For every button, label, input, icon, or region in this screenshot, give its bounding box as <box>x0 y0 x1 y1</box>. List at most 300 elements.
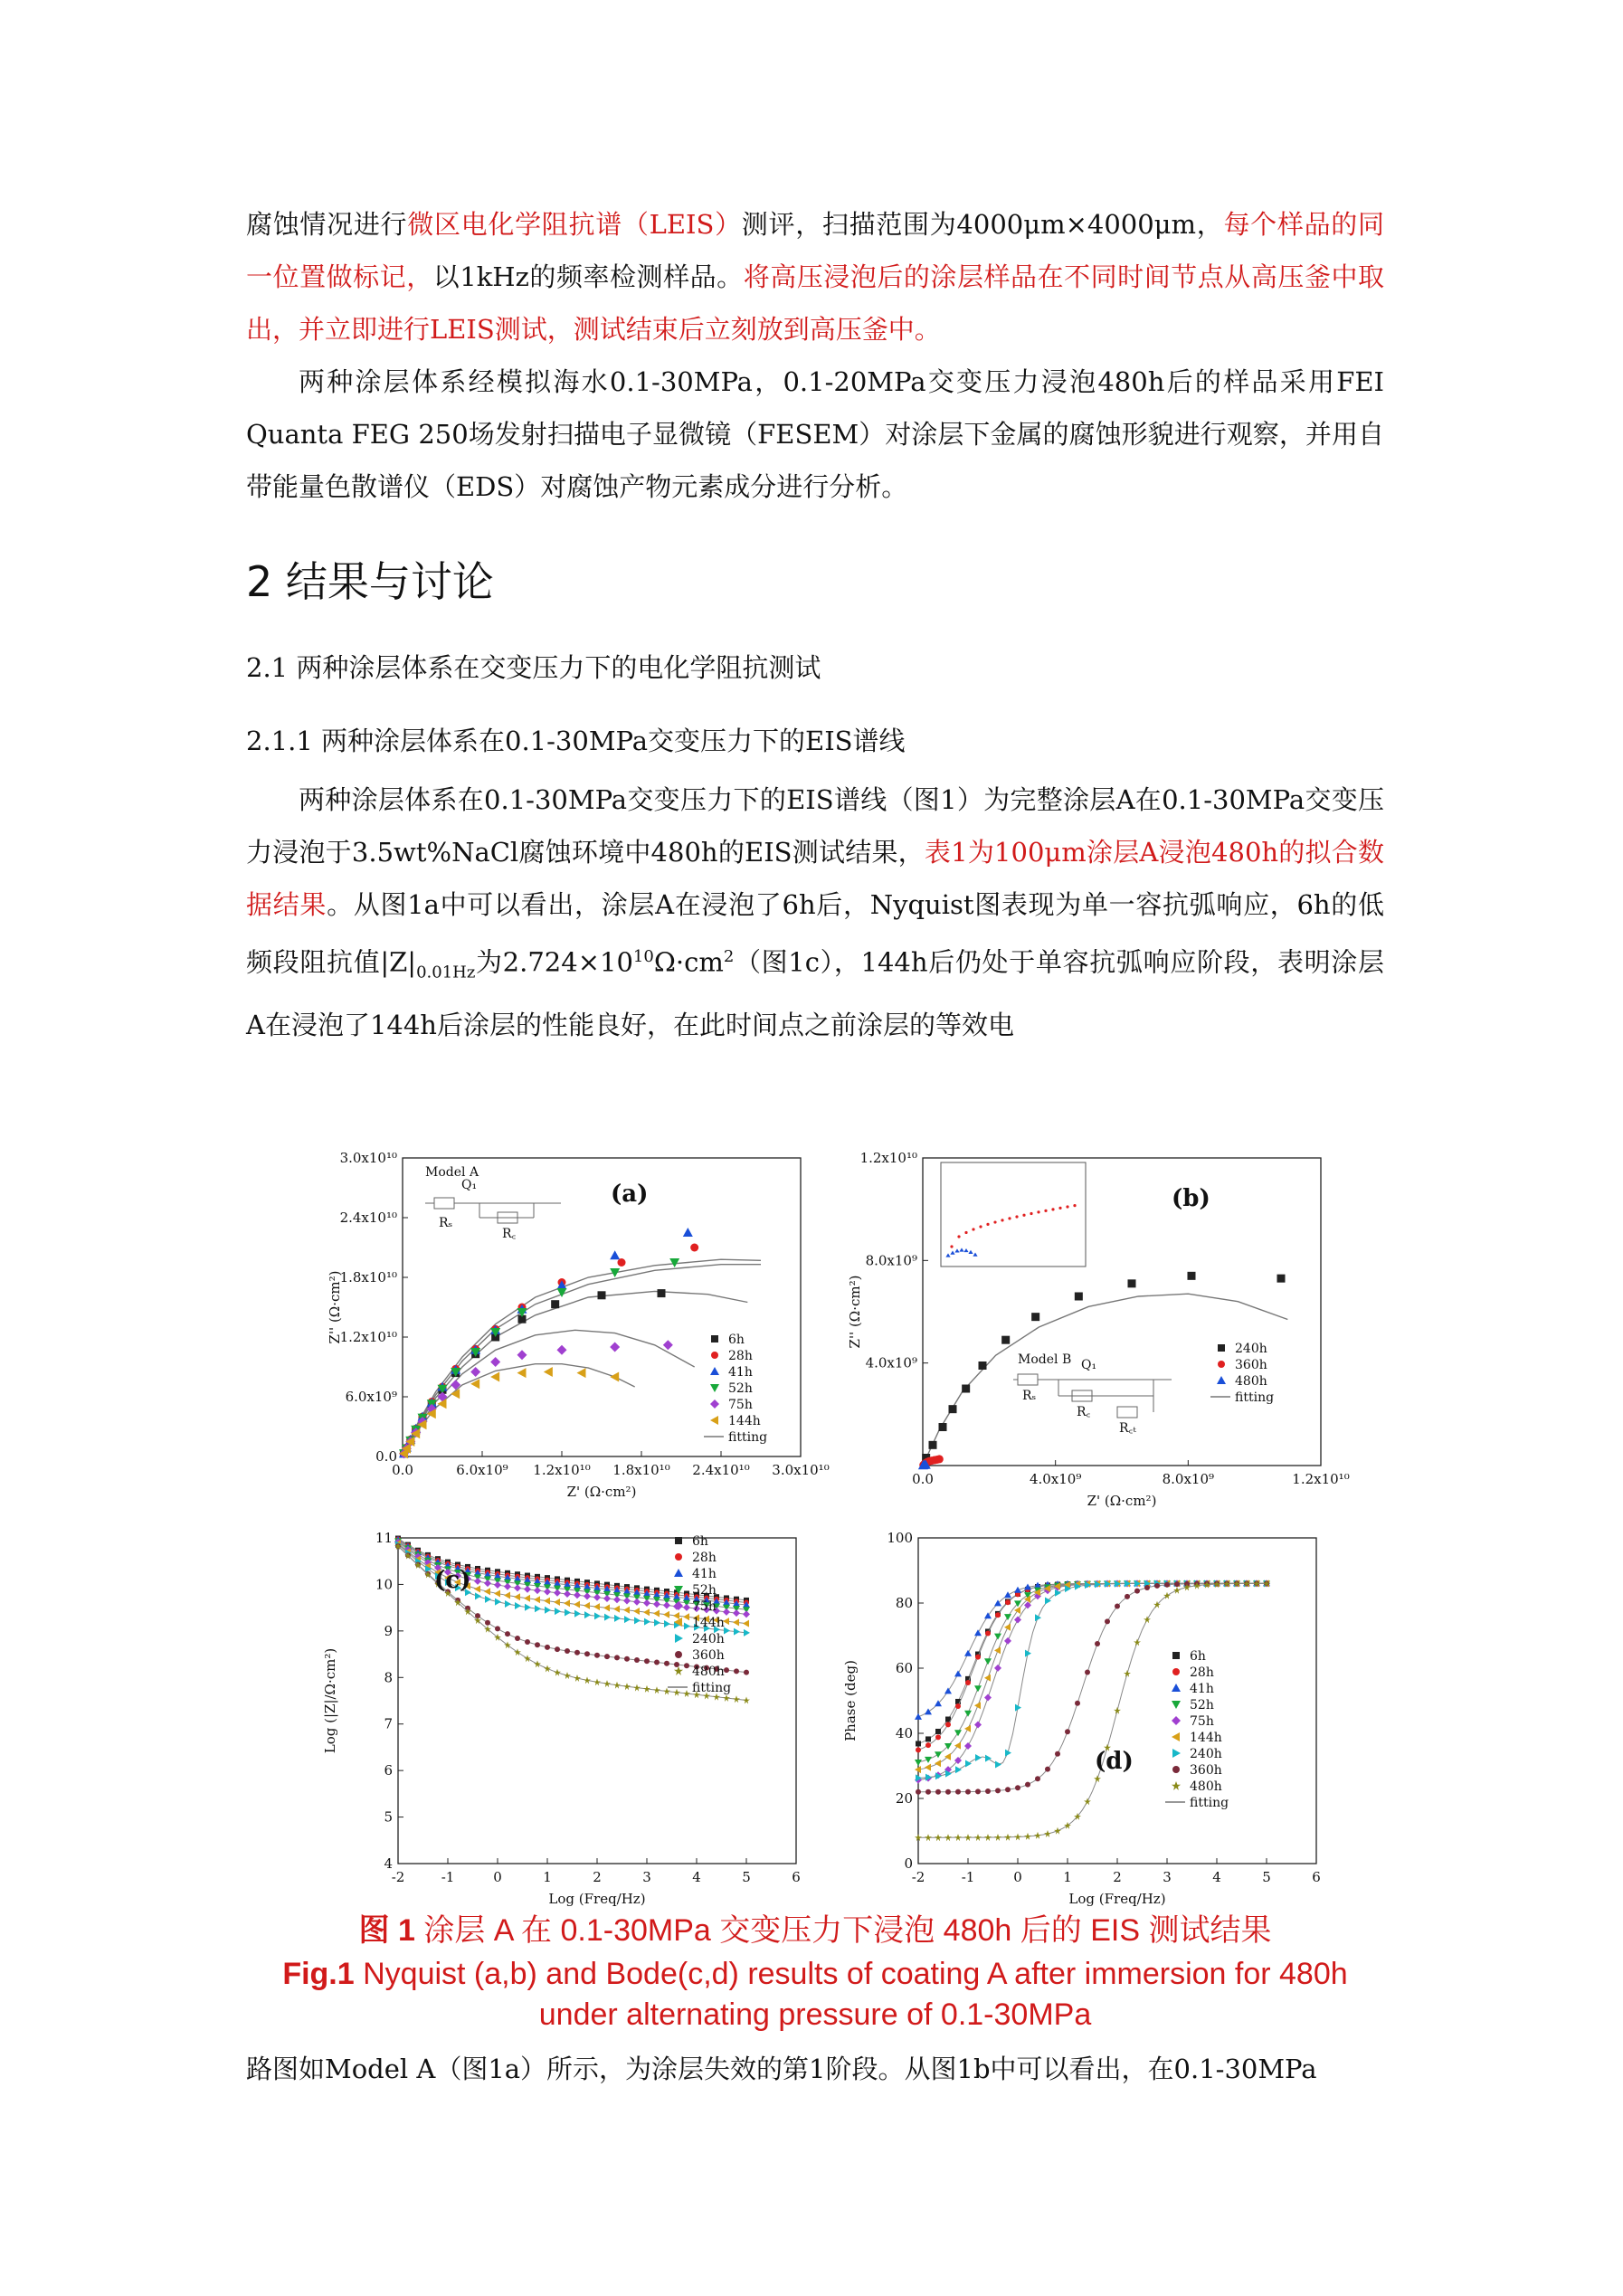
panel-tag: (b) <box>1172 1185 1210 1212</box>
legend-label: 480h <box>1190 1779 1222 1794</box>
data-point-360h <box>505 1631 510 1637</box>
legend-label: fitting <box>728 1430 768 1445</box>
circuit-resistor <box>1018 1374 1038 1385</box>
data-point-75h <box>653 1600 660 1608</box>
data-point-75h <box>534 1587 541 1594</box>
x-tick-label: 2 <box>1113 1869 1122 1885</box>
legend-marker <box>1172 1668 1180 1675</box>
data-point-41h <box>964 1650 972 1656</box>
y-tick-label: 3.0x10¹⁰ <box>339 1150 397 1166</box>
legend-label: 75h <box>728 1398 753 1412</box>
x-tick-label: 1 <box>1063 1869 1072 1885</box>
data-point-52h <box>964 1711 972 1717</box>
legend-label: 240h <box>1235 1342 1267 1356</box>
y-tick-label: 10 <box>375 1576 393 1593</box>
fit-line <box>403 1259 761 1456</box>
legend-label: 28h <box>692 1551 717 1565</box>
data-point-360h <box>965 1789 971 1795</box>
panel-tag: (d) <box>1095 1748 1134 1775</box>
y-tick-label: 60 <box>895 1660 913 1676</box>
paragraph-3: 两种涂层体系在0.1-30MPa交变压力下的EIS谱线（图1）为完整涂层A在0.1-30MPa交变压力浸泡于3.5wt%NaCl腐蚀环境中480h的EIS测试结果，表1为100μm涂层A浸泡480h的拟合数据结果。从图1a中可以看出，涂层A在浸泡了6h后，Nyquist图表现为单一容抗弧响应，6h的低频段阻抗值$|Z|_{0.01Hz}$为$2.724\times 10^{10}\Omega\cdot cm^2$（图1c），144h后仍处于单容抗弧响应阶段，表明涂层A在浸泡了144h后涂层的性能良好，在此时间点之前涂层的等效电 <box>246 784 1384 1041</box>
data-point-240h <box>1035 1614 1041 1621</box>
legend-label: 6h <box>692 1534 708 1549</box>
data-point-75h <box>613 1596 621 1603</box>
data-point-75h <box>663 1601 670 1608</box>
y-tick-label: 6.0x10⁹ <box>345 1389 397 1405</box>
data-point-240h <box>1188 1272 1196 1280</box>
legend-marker <box>1172 1701 1181 1709</box>
data-point-75h <box>1004 1637 1011 1645</box>
bode-modulus-chart-c <box>322 1529 841 1909</box>
data-point-360h <box>1075 1701 1080 1706</box>
legend-label: 52h <box>692 1583 717 1598</box>
data-point-75h <box>964 1742 972 1750</box>
data-point-75h <box>557 1345 567 1355</box>
data-point-360h <box>935 1455 944 1463</box>
x-tick-label: 1.8x10¹⁰ <box>612 1462 670 1478</box>
data-point-75h <box>517 1350 527 1360</box>
data-point-240h <box>955 1766 962 1773</box>
data-point-360h <box>925 1789 931 1795</box>
data-point-41h <box>974 1629 982 1636</box>
data-point-6h <box>658 1289 666 1297</box>
x-tick-label: 3 <box>642 1869 651 1885</box>
data-point-52h <box>915 1760 922 1766</box>
fit-line <box>918 1583 1267 1716</box>
data-point-144h <box>577 1368 586 1378</box>
data-point-144h <box>1014 1607 1020 1614</box>
nyquist-chart-b <box>841 1149 1366 1511</box>
legend-label: 144h <box>692 1616 725 1630</box>
legend-label: 480h <box>692 1665 725 1679</box>
data-point-360h <box>1134 1589 1140 1594</box>
data-point-6h <box>935 1729 941 1734</box>
data-point-75h <box>633 1599 641 1606</box>
data-point-144h <box>733 1618 739 1626</box>
data-point-75h <box>643 1599 650 1607</box>
data-point-240h <box>949 1405 957 1413</box>
data-point-360h <box>594 1653 600 1658</box>
data-point-360h <box>1164 1582 1170 1588</box>
data-point-28h <box>935 1734 941 1740</box>
y-tick-label: 4.0x10⁹ <box>865 1354 917 1371</box>
bode-phase-chart-d <box>842 1529 1362 1909</box>
data-point-240h <box>939 1423 947 1431</box>
data-point-75h <box>603 1595 611 1602</box>
data-point-240h <box>1001 1336 1010 1344</box>
data-point-144h <box>683 1613 689 1620</box>
legend-label: 144h <box>728 1414 761 1428</box>
data-point-360h <box>1125 1594 1130 1599</box>
paragraph-2: 两种涂层体系经模拟海水0.1-30MPa，0.1-20MPa交变压力浸泡480h后的样品采用FEI Quanta FEG 250场发射扫描电子显微镜（FESEM）对涂层下金属的腐蚀形貌进行观察，并用自带能量色散谱仪（EDS）对腐蚀产物元素成分进行分析。 <box>246 366 1384 502</box>
data-point-6h <box>551 1300 559 1308</box>
data-point-240h <box>604 1614 611 1621</box>
data-point-240h <box>545 1607 551 1614</box>
circuit-rs: Rₛ <box>1022 1389 1037 1403</box>
legend-marker <box>1172 1652 1180 1659</box>
x-tick-label: 2.4x10¹⁰ <box>692 1462 750 1478</box>
x-tick-label: 0 <box>1013 1869 1022 1885</box>
legend-marker <box>1172 1766 1180 1773</box>
inset-point-360h <box>950 1245 953 1248</box>
data-point-144h <box>613 1606 620 1613</box>
data-point-144h <box>544 1598 550 1605</box>
x-tick-label: 0 <box>493 1869 502 1885</box>
data-point-240h <box>985 1755 992 1762</box>
data-point-28h <box>925 1742 931 1748</box>
data-point-360h <box>664 1661 669 1666</box>
data-point-360h <box>535 1642 540 1647</box>
data-point-360h <box>995 1788 1001 1793</box>
legend-marker <box>1217 1376 1226 1384</box>
data-point-360h <box>955 1789 961 1795</box>
data-point-144h <box>484 1588 490 1595</box>
data-point-360h <box>485 1620 490 1626</box>
data-point-75h <box>974 1722 982 1729</box>
fit-line <box>918 1583 1267 1750</box>
x-axis-label: Z' (Ω·cm²) <box>566 1484 637 1500</box>
figure-panel-a <box>326 1149 832 1511</box>
y-tick-label: 11 <box>375 1530 393 1546</box>
inset-point-360h <box>979 1225 982 1228</box>
figure-caption-cn: 图 1 涂层 A 在 0.1-30MPa 交变压力下浸泡 480h 后的 EIS 测试结果 <box>358 1913 1272 1948</box>
data-point-41h <box>915 1713 922 1720</box>
data-point-240h <box>525 1604 531 1611</box>
data-point-480h <box>544 1665 551 1672</box>
data-point-144h <box>964 1725 971 1732</box>
data-point-28h <box>1005 1599 1011 1605</box>
x-tick-label: 6 <box>1312 1869 1321 1885</box>
data-point-360h <box>1174 1581 1180 1587</box>
data-point-240h <box>1128 1279 1136 1287</box>
data-point-360h <box>555 1646 560 1652</box>
data-point-52h <box>1004 1614 1011 1620</box>
data-point-240h <box>1075 1293 1083 1301</box>
data-point-480h <box>1054 1827 1061 1835</box>
x-tick-label: 6.0x10⁹ <box>456 1462 508 1478</box>
data-point-480h <box>1084 1798 1091 1805</box>
data-point-144h <box>954 1742 961 1750</box>
data-point-240h <box>594 1612 601 1619</box>
data-point-480h <box>514 1648 521 1656</box>
legend-marker <box>1218 1344 1225 1352</box>
data-point-240h <box>634 1617 641 1624</box>
legend-label: 240h <box>1190 1747 1222 1761</box>
data-point-144h <box>490 1372 499 1382</box>
data-point-480h <box>1114 1707 1121 1714</box>
data-point-480h <box>1173 1587 1181 1594</box>
y-tick-label: 0.0 <box>375 1448 397 1465</box>
panel-tag: (a) <box>611 1181 649 1208</box>
data-point-144h <box>974 1702 981 1709</box>
data-point-144h <box>743 1620 749 1627</box>
legend-label: 360h <box>1235 1358 1267 1372</box>
x-tick-label: 5 <box>1262 1869 1271 1885</box>
data-point-144h <box>603 1604 610 1611</box>
y-tick-label: 1.2x10¹⁰ <box>859 1150 917 1166</box>
x-tick-label: 1 <box>543 1869 552 1885</box>
x-tick-label: -2 <box>391 1869 405 1885</box>
data-point-144h <box>474 1586 480 1593</box>
legend-label: fitting <box>1235 1390 1275 1405</box>
legend-marker <box>1172 1684 1181 1692</box>
data-point-144h <box>593 1603 600 1610</box>
data-point-240h <box>495 1599 501 1606</box>
x-tick-label: 3 <box>1163 1869 1172 1885</box>
data-point-360h <box>985 1788 991 1794</box>
y-tick-label: 7 <box>384 1715 393 1732</box>
x-tick-label: 2 <box>593 1869 602 1885</box>
data-point-360h <box>1105 1618 1110 1624</box>
legend-marker <box>711 1335 718 1342</box>
x-tick-label: 1.2x10¹⁰ <box>533 1462 591 1478</box>
section-heading: 2 结果与讨论 <box>246 557 494 606</box>
data-point-480h <box>574 1675 581 1682</box>
data-point-480h <box>504 1641 511 1648</box>
data-point-75h <box>584 1593 591 1600</box>
data-point-240h <box>979 1361 987 1370</box>
data-point-75h <box>593 1594 601 1601</box>
data-point-41h <box>984 1612 992 1618</box>
x-axis-label: Log (Freq/Hz) <box>548 1891 646 1907</box>
legend-label: 6h <box>1190 1649 1206 1664</box>
data-point-75h <box>474 1578 481 1585</box>
circuit-q: Q₁ <box>461 1178 478 1192</box>
data-point-240h <box>614 1615 621 1622</box>
inset-point-360h <box>957 1235 960 1238</box>
inset-point-360h <box>1022 1214 1025 1217</box>
legend-marker <box>710 1416 718 1425</box>
data-point-75h <box>1014 1616 1021 1623</box>
data-point-360h <box>1115 1604 1120 1609</box>
data-point-240h <box>515 1602 521 1609</box>
data-point-360h <box>1005 1787 1011 1792</box>
data-point-240h <box>555 1608 561 1615</box>
data-point-75h <box>743 1610 750 1618</box>
data-point-360h <box>604 1654 610 1659</box>
data-point-144h <box>524 1595 530 1602</box>
data-point-28h <box>985 1631 991 1637</box>
data-point-240h <box>475 1592 481 1599</box>
data-point-360h <box>1055 1751 1060 1757</box>
data-point-240h <box>929 1441 937 1449</box>
data-point-75h <box>514 1584 521 1591</box>
data-point-480h <box>554 1669 561 1676</box>
data-point-480h <box>1044 1830 1051 1837</box>
data-point-144h <box>554 1599 560 1606</box>
data-point-360h <box>674 1662 679 1667</box>
model-label: Model B <box>1018 1352 1072 1367</box>
data-point-41h <box>610 1250 620 1259</box>
data-point-240h <box>962 1385 970 1393</box>
data-point-144h <box>935 1760 941 1767</box>
data-point-144h <box>564 1599 570 1607</box>
data-point-144h <box>544 1367 553 1377</box>
legend-marker <box>674 1666 683 1675</box>
data-point-144h <box>494 1590 500 1598</box>
y-tick-label: 4 <box>384 1855 393 1872</box>
data-point-360h <box>1095 1641 1100 1646</box>
data-point-480h <box>1094 1775 1101 1782</box>
data-point-480h <box>534 1660 541 1667</box>
data-point-240h <box>1031 1313 1039 1321</box>
y-tick-label: 1.2x10¹⁰ <box>339 1329 397 1345</box>
legend-marker <box>1172 1781 1181 1790</box>
data-point-52h <box>994 1634 1001 1640</box>
data-point-28h <box>945 1722 951 1727</box>
legend-label: 52h <box>728 1381 753 1396</box>
data-point-6h <box>916 1741 921 1746</box>
data-point-28h <box>995 1612 1001 1618</box>
data-point-144h <box>673 1612 679 1619</box>
data-point-240h <box>975 1754 982 1761</box>
data-point-360h <box>744 1670 749 1675</box>
paragraph-1: 腐蚀情况进行微区电化学阻抗谱（LEIS）测评，扫描范围为4000μm×4000μm，每个样品的同一位置做标记，以1kHz的频率检测样品。将高压浸泡后的涂层样品在不同时间节点从高压釜中取出，并立即进行LEIS测试，测试结束后立刻放到高压釜中。 <box>246 209 1384 345</box>
legend-marker <box>675 1537 682 1544</box>
data-point-360h <box>1035 1776 1040 1781</box>
data-point-75h <box>663 1340 673 1350</box>
data-point-480h <box>1124 1670 1131 1677</box>
data-point-144h <box>1004 1624 1011 1631</box>
data-point-6h <box>598 1291 606 1299</box>
data-point-75h <box>723 1608 730 1616</box>
circuit-rc: R꜀ <box>1077 1405 1091 1419</box>
data-point-75h <box>610 1342 620 1352</box>
y-axis-label: Phase (deg) <box>842 1660 859 1741</box>
x-tick-label: -2 <box>911 1869 925 1885</box>
data-point-360h <box>734 1668 739 1674</box>
data-point-75h <box>984 1694 992 1702</box>
data-point-144h <box>517 1368 527 1378</box>
data-point-41h <box>954 1670 962 1676</box>
data-point-144h <box>633 1608 640 1615</box>
legend-marker <box>710 1367 719 1375</box>
x-axis-label: Log (Freq/Hz) <box>1068 1891 1166 1907</box>
x-tick-label: -1 <box>961 1869 975 1885</box>
data-point-52h <box>954 1730 962 1736</box>
legend-marker <box>710 1384 719 1392</box>
data-point-28h <box>618 1258 626 1267</box>
legend-marker <box>711 1352 718 1359</box>
data-point-240h <box>664 1620 670 1627</box>
inset-point-360h <box>1066 1205 1068 1208</box>
panel-tag: (c) <box>434 1567 471 1594</box>
data-point-41h <box>683 1228 693 1237</box>
data-point-52h <box>935 1751 942 1758</box>
data-point-360h <box>1025 1782 1030 1788</box>
figure-caption-en: Fig.1 Nyquist (a,b) and Bode(c,d) results of coating A after immersion for 480h under alternating pressure of 0.1-30MPa <box>282 1957 1348 2032</box>
data-point-28h <box>690 1244 698 1252</box>
data-point-360h <box>574 1650 580 1656</box>
data-point-28h <box>975 1655 981 1660</box>
inset-point-360h <box>972 1228 974 1230</box>
data-point-144h <box>584 1602 590 1609</box>
data-point-360h <box>565 1648 570 1654</box>
data-point-360h <box>935 1789 941 1795</box>
data-point-52h <box>974 1685 982 1692</box>
data-point-28h <box>955 1703 961 1709</box>
y-tick-label: 1.8x10¹⁰ <box>339 1269 397 1286</box>
y-tick-label: 2.4x10¹⁰ <box>339 1210 397 1226</box>
legend-marker <box>1172 1716 1181 1725</box>
data-point-360h <box>945 1789 951 1795</box>
data-point-360h <box>975 1788 981 1794</box>
x-tick-label: 3.0x10¹⁰ <box>772 1462 830 1478</box>
data-point-240h <box>485 1596 491 1603</box>
subsubsection-heading: 2.1.1 两种涂层体系在0.1-30MPa交变压力下的EIS谱线 <box>246 726 906 756</box>
data-point-360h <box>1015 1785 1020 1790</box>
legend-label: fitting <box>1190 1796 1229 1810</box>
data-point-75h <box>494 1581 501 1589</box>
data-point-75h <box>544 1588 551 1595</box>
data-point-144h <box>663 1611 669 1618</box>
data-point-240h <box>724 1627 730 1634</box>
data-point-75h <box>574 1591 581 1599</box>
data-point-240h <box>574 1610 581 1618</box>
x-tick-label: 5 <box>742 1869 751 1885</box>
legend-label: 28h <box>728 1349 753 1363</box>
data-point-240h <box>565 1608 571 1616</box>
x-tick-label: 4 <box>1212 1869 1221 1885</box>
data-point-240h <box>535 1605 541 1612</box>
data-point-144h <box>643 1608 650 1616</box>
y-tick-label: 20 <box>895 1790 913 1807</box>
data-point-360h <box>1085 1669 1090 1675</box>
data-point-75h <box>524 1586 531 1593</box>
x-tick-label: 0.0 <box>912 1471 934 1487</box>
legend-label: 75h <box>1190 1714 1214 1729</box>
data-point-240h <box>644 1618 650 1626</box>
data-point-75h <box>733 1609 740 1617</box>
inset-point-360h <box>1037 1210 1039 1213</box>
legend-label: 360h <box>692 1648 725 1663</box>
y-axis-label: Z'' (Ω·cm²) <box>327 1270 343 1344</box>
model-label: Model A <box>425 1165 479 1180</box>
nyquist-chart-a <box>326 1149 832 1511</box>
fit-line <box>403 1364 635 1456</box>
legend-label: 41h <box>692 1567 717 1581</box>
fit-line <box>918 1583 1267 1743</box>
data-point-41h <box>925 1708 932 1714</box>
legend-label: 75h <box>692 1599 717 1614</box>
data-point-75h <box>554 1589 561 1597</box>
legend-label: 52h <box>1190 1698 1214 1713</box>
legend-label: 144h <box>1190 1731 1222 1745</box>
inset-point-360h <box>1015 1215 1018 1218</box>
data-point-360h <box>1154 1583 1160 1589</box>
data-point-240h <box>654 1619 660 1627</box>
data-point-144h <box>653 1610 660 1618</box>
figure-panel-c <box>322 1529 841 1909</box>
inset-point-360h <box>1030 1212 1032 1215</box>
data-point-240h <box>584 1611 591 1618</box>
data-point-240h <box>734 1628 740 1636</box>
inset-point-360h <box>1073 1204 1076 1207</box>
circuit-rct: R꜀ₜ <box>1119 1421 1136 1436</box>
y-tick-label: 80 <box>895 1595 913 1611</box>
y-tick-label: 40 <box>895 1725 913 1741</box>
data-point-75h <box>504 1583 511 1590</box>
data-point-360h <box>495 1626 500 1631</box>
legend-label: 28h <box>1190 1665 1214 1680</box>
inset-point-360h <box>1058 1207 1061 1210</box>
legend-label: fitting <box>692 1681 732 1695</box>
data-point-75h <box>683 1604 690 1611</box>
data-point-360h <box>644 1658 650 1664</box>
data-point-144h <box>574 1601 580 1608</box>
data-point-41h <box>1004 1591 1011 1598</box>
data-point-75h <box>623 1598 631 1605</box>
